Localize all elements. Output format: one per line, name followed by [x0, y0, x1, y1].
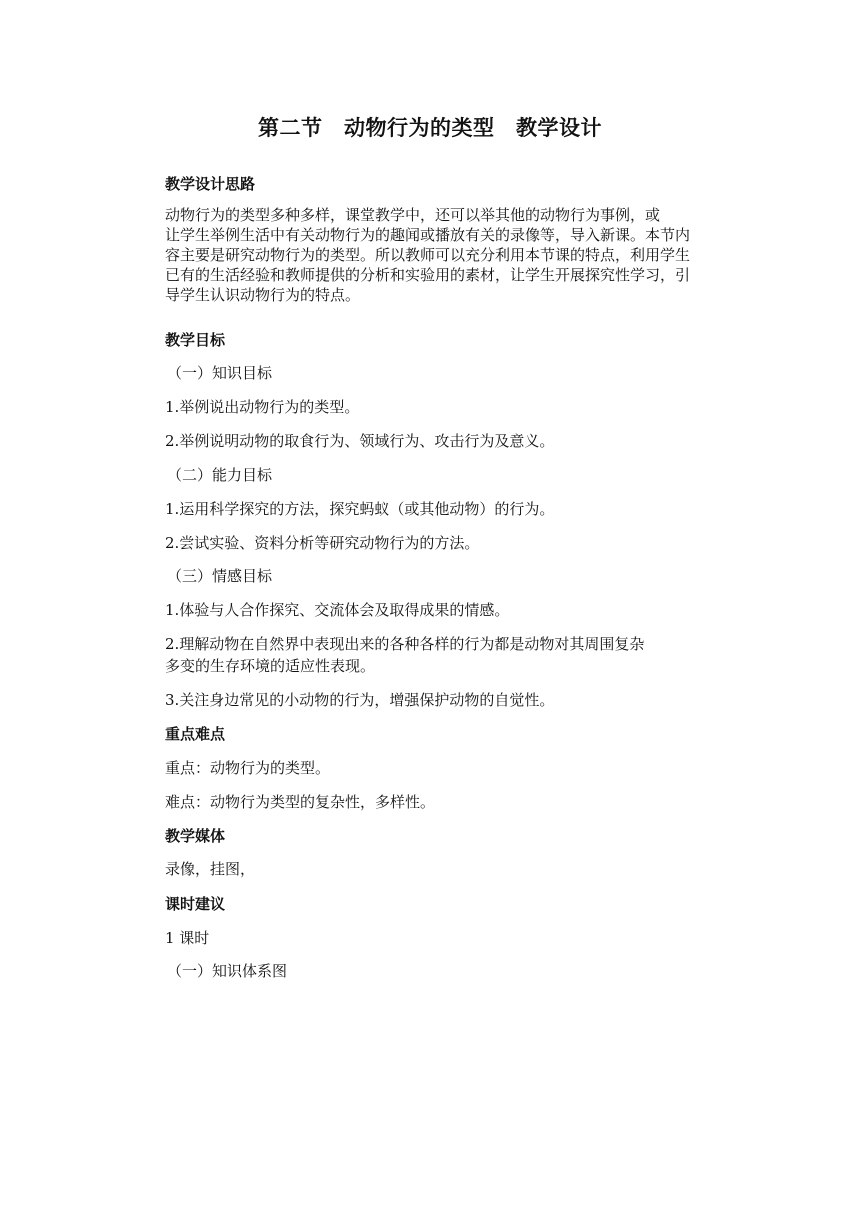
- media-content: 录像，挂图，: [165, 860, 256, 878]
- design-idea-paragraph: [165, 205, 740, 305]
- key-point-difficulty: 难点：动物行为类型的复杂性，多样性。: [165, 793, 436, 811]
- paragraph-line: 让学生举例生活中有关动物行为的趣闻或播放有关的录像等，导入新课。本节内: [165, 226, 691, 244]
- ability-goal-item: 2.尝试实验、资料分析等研究动物行为的方法。: [165, 534, 480, 552]
- ability-goals-label: （二）能力目标: [167, 466, 273, 484]
- heading-schedule: 课时建议: [165, 895, 226, 913]
- emotion-goal-item: 3.关注身边常见的小动物的行为，增强保护动物的自觉性。: [165, 691, 555, 709]
- schedule-content: 1 课时: [165, 929, 210, 947]
- heading-key-points: 重点难点: [165, 725, 226, 743]
- document-title: 第二节 动物行为的类型 教学设计: [258, 115, 602, 140]
- heading-media: 教学媒体: [165, 827, 226, 845]
- key-point-focus: 重点：动物行为的类型。: [165, 759, 331, 777]
- paragraph-line: 已有的生活经验和教师提供的分析和实验用的素材，让学生开展探究性学习，引: [165, 266, 691, 284]
- paragraph-line: 容主要是研究动物行为的类型。所以教师可以充分利用本节课的特点，利用学生: [165, 246, 691, 264]
- knowledge-system-label: （一）知识体系图: [167, 962, 288, 980]
- knowledge-goal-item: 2.举例说明动物的取食行为、领域行为、攻击行为及意义。: [165, 432, 555, 450]
- heading-goals: 教学目标: [165, 331, 226, 349]
- ability-goal-item: 1.运用科学探究的方法，探究蚂蚁（或其他动物）的行为。: [165, 500, 555, 518]
- emotion-goal-item: 2.理解动物在自然界中表现出来的各种各样的行为都是动物对其周围复杂: [165, 635, 645, 653]
- knowledge-goal-item: 1.举例说出动物行为的类型。: [165, 398, 360, 416]
- emotion-goal-item: 1.体验与人合作探究、交流体会及取得成果的情感。: [165, 601, 510, 619]
- emotion-goal-item-continued: 多变的生存环境的适应性表现。: [165, 657, 376, 675]
- knowledge-goals-label: （一）知识目标: [167, 364, 273, 382]
- emotion-goals-label: （三）情感目标: [167, 567, 273, 585]
- heading-design-idea: 教学设计思路: [165, 175, 256, 193]
- paragraph-line: 导学生认识动物行为的特点。: [165, 286, 361, 304]
- paragraph-line: 动物行为的类型多种多样，课堂教学中，还可以举其他的动物行为事例，或: [165, 206, 661, 224]
